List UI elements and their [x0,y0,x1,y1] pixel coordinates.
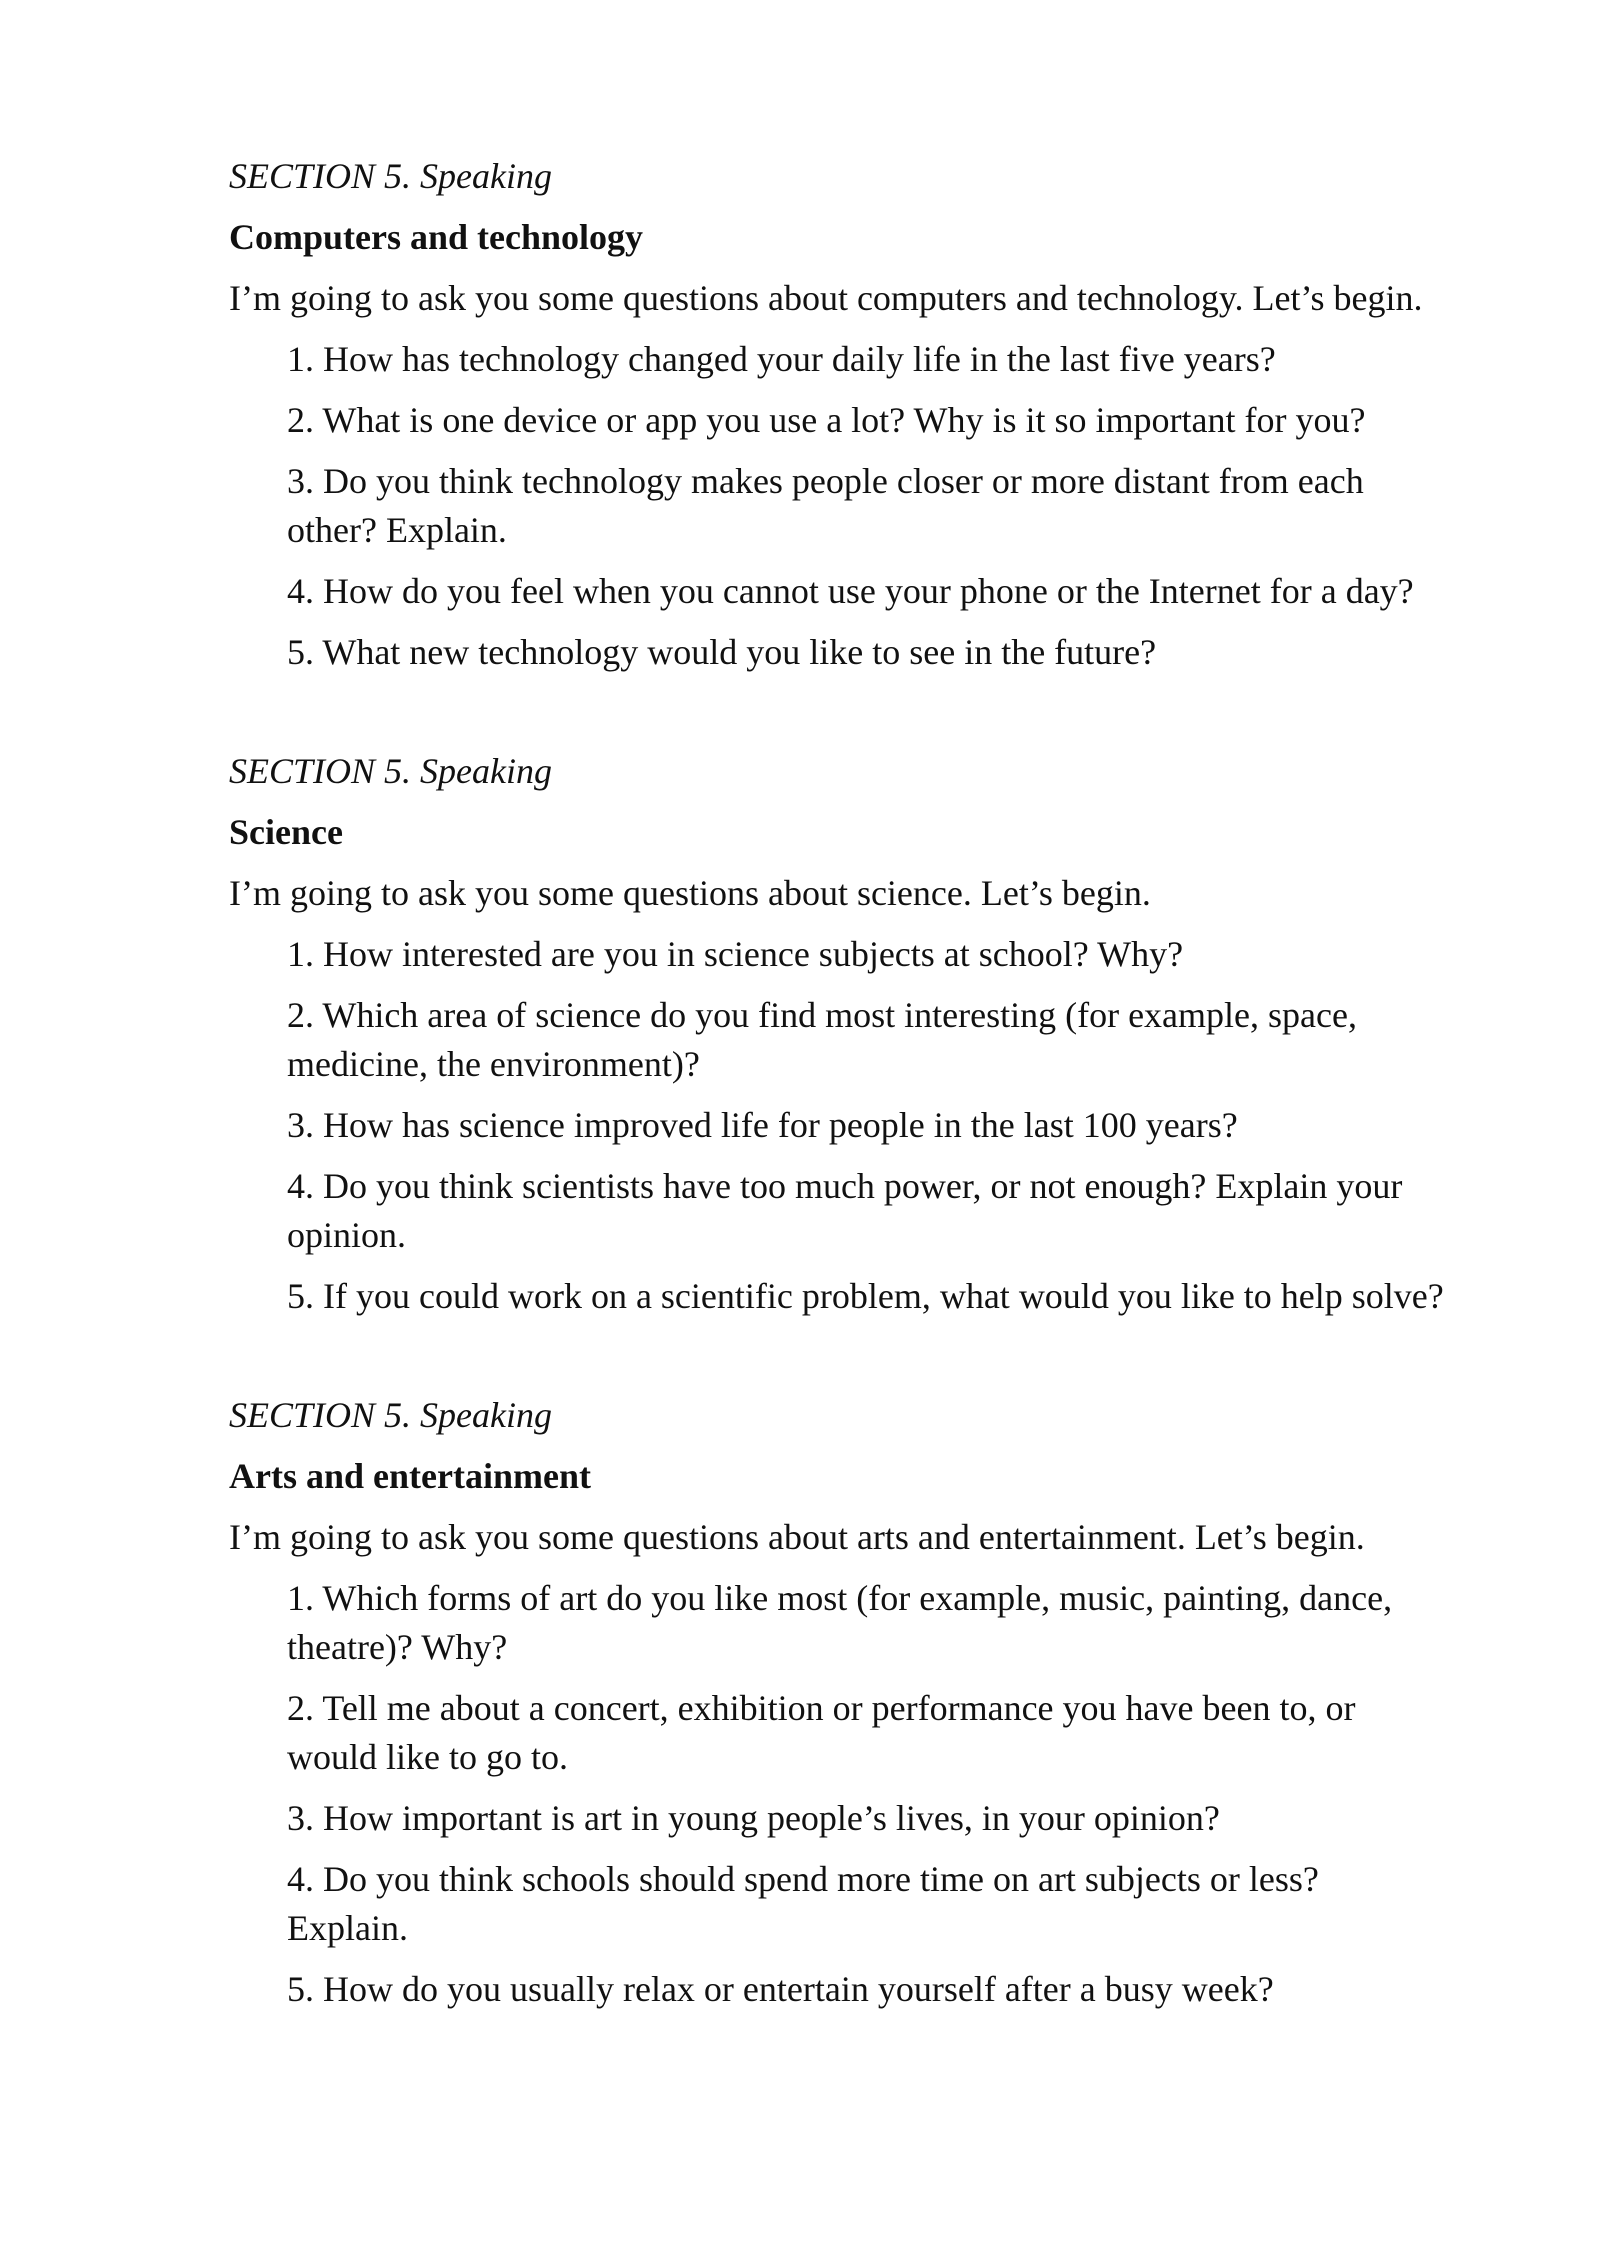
question-item: 5. If you could work on a scientific problem, what would you like to help solve? [287,1276,1444,1316]
section-label: SECTION 5. Speaking [229,156,552,196]
question-item: 3. How important is art in young people’s lives, in your opinion? [287,1798,1220,1838]
question-list [229,329,1519,683]
section-intro: I’m going to ask you some questions about arts and entertainment. Let’s begin. [229,1517,1365,1557]
question-item: 2. Tell me about a concert, exhibition or performance you have been to, or would like to go to. [287,1688,1356,1777]
question-item: 2. Which area of science do you find most interesting (for example, space, medicine, the environment)? [287,995,1357,1084]
section-title: Arts and entertainment [229,1456,591,1496]
section-intro: I’m going to ask you some questions about science. Let’s begin. [229,873,1151,913]
question-item: 1. How has technology changed your daily life in the last five years? [287,339,1276,379]
question-item: 4. How do you feel when you cannot use your phone or the Internet for a day? [287,571,1414,611]
section-science [229,741,1519,1327]
question-item: 3. Do you think technology makes people closer or more distant from each other? Explain. [287,461,1364,550]
section-label: SECTION 5. Speaking [229,1395,552,1435]
question-item: 5. What new technology would you like to see in the future? [287,632,1157,672]
question-item: 2. What is one device or app you use a lot? Why is it so important for you? [287,400,1366,440]
section-title: Computers and technology [229,217,644,257]
question-item: 1. Which forms of art do you like most (for example, music, painting, dance, theatre)? Why? [287,1578,1393,1667]
question-item: 4. Do you think scientists have too much power, or not enough? Explain your opinion. [287,1166,1403,1255]
section-intro: I’m going to ask you some questions about computers and technology. Let’s begin. [229,278,1423,318]
question-item: 3. How has science improved life for people in the last 100 years? [287,1105,1238,1145]
question-item: 1. How interested are you in science subjects at school? Why? [287,934,1184,974]
document-content [229,146,1519,2020]
question-item: 4. Do you think schools should spend more time on art subjects or less? Explain. [287,1859,1319,1948]
section-computers-technology [229,146,1519,683]
section-title: Science [229,812,343,852]
question-list [229,924,1519,1327]
question-list [229,1568,1519,2020]
question-item: 5. How do you usually relax or entertain yourself after a busy week? [287,1969,1274,2009]
section-label: SECTION 5. Speaking [229,751,552,791]
section-arts-entertainment [229,1385,1519,2020]
